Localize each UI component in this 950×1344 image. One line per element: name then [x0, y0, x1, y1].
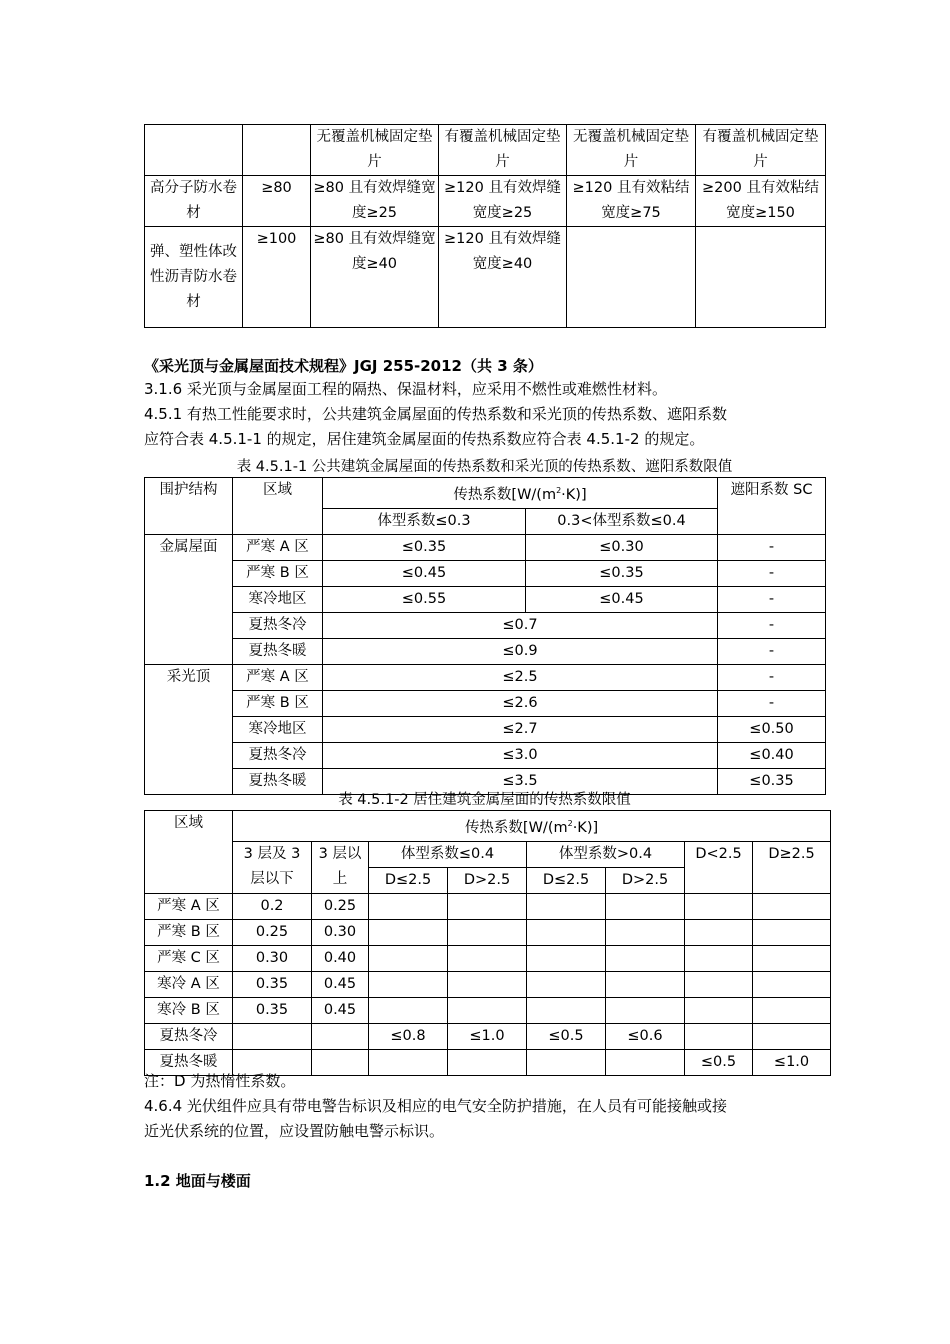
table-cell: ≤0.35 — [526, 560, 718, 586]
table-cell — [448, 945, 527, 971]
table-row — [145, 893, 831, 919]
table-cell — [448, 971, 527, 997]
table-cell — [312, 1049, 369, 1075]
table-cell: 高分子防水卷材 — [145, 176, 243, 227]
header-cell: 区域 — [145, 811, 233, 894]
table-cell: ≥100 — [243, 227, 311, 328]
table-cell — [685, 893, 753, 919]
table-cell — [753, 919, 831, 945]
table-cell — [448, 919, 527, 945]
table-cell: - — [718, 690, 826, 716]
header-cell: 传热系数$[W/(m^2\cdot K)]$ — [323, 478, 718, 509]
table-cell — [369, 971, 448, 997]
table-cell: 寒冷地区 — [233, 586, 323, 612]
table-row — [145, 638, 826, 664]
table-cell: ≤0.8 — [369, 1023, 448, 1049]
table-cell — [527, 893, 606, 919]
header-cell: 遮阳系数 SC — [718, 478, 826, 535]
paragraph-4-6-4: 4.6.4 光伏组件应具有带电警告标识及相应的电气安全防护措施，在人员有可能接触或接 — [144, 1097, 727, 1115]
table-cell — [606, 997, 685, 1023]
header-cell: 3 层及 3 层以下 — [233, 841, 312, 893]
table-cell — [606, 971, 685, 997]
table-row — [145, 1023, 831, 1049]
section-heading: 1.2 地面与楼面 — [144, 1172, 251, 1190]
table-cell: - — [718, 612, 826, 638]
header-cell — [145, 125, 243, 176]
table-cell — [527, 1049, 606, 1075]
table-cell: ≤2.6 — [323, 690, 718, 716]
table-row — [145, 742, 826, 768]
table-header-row — [145, 478, 826, 509]
table-cell — [369, 919, 448, 945]
table-cell: ≤2.5 — [323, 664, 718, 690]
table-cell — [527, 971, 606, 997]
table-cell: 0.45 — [312, 971, 369, 997]
table-cell: 0.25 — [312, 893, 369, 919]
group-cell: 金属屋面 — [145, 534, 233, 664]
header-cell: 体型系数≤0.4 — [369, 841, 527, 867]
table-cell — [696, 227, 826, 328]
table-cell — [369, 893, 448, 919]
table-cell — [369, 1049, 448, 1075]
table-cell: 夏热冬暖 — [145, 1049, 233, 1075]
table-cell: 弹、塑性体改性沥青防水卷材 — [145, 227, 243, 328]
table-cell: 夏热冬冷 — [233, 612, 323, 638]
table-cell: ≤0.55 — [323, 586, 526, 612]
table-cell: 严寒 A 区 — [233, 534, 323, 560]
header-cell: 传热系数$[W/(m^2\cdot K)]$ — [233, 811, 831, 842]
public-building-table — [144, 477, 826, 795]
table-cell: ≥120 且有效焊缝宽度≥25 — [439, 176, 567, 227]
table-cell: ≤0.45 — [323, 560, 526, 586]
table-cell — [369, 997, 448, 1023]
table-cell — [753, 1023, 831, 1049]
table-cell — [448, 893, 527, 919]
table-row — [145, 716, 826, 742]
table-cell: 0.25 — [233, 919, 312, 945]
table-cell: ≤0.35 — [718, 768, 826, 794]
header-cell: D>2.5 — [448, 867, 527, 893]
table-cell — [527, 919, 606, 945]
table-cell: - — [718, 534, 826, 560]
table-cell: ≤1.0 — [448, 1023, 527, 1049]
header-cell — [243, 125, 311, 176]
table-cell: ≤3.5 — [323, 768, 718, 794]
table-cell: ≤1.0 — [753, 1049, 831, 1075]
table-cell: 寒冷地区 — [233, 716, 323, 742]
table-cell: 寒冷 B 区 — [145, 997, 233, 1023]
table-cell — [527, 997, 606, 1023]
table-cell: ≤0.7 — [323, 612, 718, 638]
table-header-row — [145, 125, 826, 176]
header-cell: 有覆盖机械固定垫片 — [696, 125, 826, 176]
table-cell: 严寒 A 区 — [233, 664, 323, 690]
table-cell — [448, 1049, 527, 1075]
table-cell — [606, 893, 685, 919]
table-cell: 夏热冬冷 — [145, 1023, 233, 1049]
table-row — [145, 690, 826, 716]
table-cell: 夏热冬暖 — [233, 768, 323, 794]
table-cell: ≤2.7 — [323, 716, 718, 742]
table-cell: ≤0.6 — [606, 1023, 685, 1049]
table-cell: ≤0.50 — [718, 716, 826, 742]
header-cell: 3 层以上 — [312, 841, 369, 893]
table-cell: ≥80 — [243, 176, 311, 227]
table-cell: 严寒 B 区 — [233, 690, 323, 716]
table-row — [145, 997, 831, 1023]
table-row — [145, 945, 831, 971]
table-cell: ≤0.5 — [685, 1049, 753, 1075]
table-cell — [233, 1023, 312, 1049]
table-cell — [606, 1049, 685, 1075]
table-cell: ≤0.5 — [527, 1023, 606, 1049]
table-cell: - — [718, 664, 826, 690]
table-caption: 表 4.5.1-1 公共建筑金属屋面的传热系数和采光顶的传热系数、遮阳系数限值 — [236, 459, 733, 475]
table-cell: ≥120 且有效粘结宽度≥75 — [567, 176, 696, 227]
paragraph-3-1-6: 3.1.6 采光顶与金属屋面工程的隔热、保温材料，应采用不燃性或难燃性材料。 — [144, 380, 667, 398]
table-row — [145, 227, 826, 328]
table-cell — [753, 945, 831, 971]
table-cell: 严寒 B 区 — [233, 560, 323, 586]
table-row — [145, 919, 831, 945]
table-cell — [685, 997, 753, 1023]
header-cell: D≤2.5 — [369, 867, 448, 893]
table-cell: 0.40 — [312, 945, 369, 971]
table-row — [145, 612, 826, 638]
table-cell — [448, 997, 527, 1023]
table-cell — [567, 227, 696, 328]
table-cell: - — [718, 586, 826, 612]
header-cell: 体型系数≤0.3 — [323, 508, 526, 534]
table-cell: ≤0.30 — [526, 534, 718, 560]
table-cell: 0.30 — [233, 945, 312, 971]
table-row — [145, 586, 826, 612]
table-cell — [685, 919, 753, 945]
table-row — [145, 534, 826, 560]
header-cell: 围护结构 — [145, 478, 233, 535]
table-cell: ≤0.45 — [526, 586, 718, 612]
header-cell: D≥2.5 — [753, 841, 831, 893]
table-cell: 夏热冬暖 — [233, 638, 323, 664]
table-row — [145, 176, 826, 227]
table-cell — [606, 919, 685, 945]
table-row — [145, 971, 831, 997]
table-cell: - — [718, 638, 826, 664]
table-cell — [312, 1023, 369, 1049]
table-cell: ≤0.35 — [323, 534, 526, 560]
header-cell: 有覆盖机械固定垫片 — [439, 125, 567, 176]
residential-building-table — [144, 810, 831, 1076]
table-cell — [606, 945, 685, 971]
table-cell: 严寒 B 区 — [145, 919, 233, 945]
table-cell: ≥120 且有效焊缝宽度≥40 — [439, 227, 567, 328]
table-cell: 0.35 — [233, 971, 312, 997]
paragraph-4-5-1-cont: 应符合表 4.5.1-1 的规定，居住建筑金属屋面的传热系数应符合表 4.5.1-2 的规定。 — [144, 430, 705, 448]
table-note: 注：D 为热惰性系数。 — [144, 1072, 296, 1090]
table-cell: - — [718, 560, 826, 586]
table-cell: 夏热冬冷 — [233, 742, 323, 768]
header-cell: 0.3<体型系数≤0.4 — [526, 508, 718, 534]
header-cell: D<2.5 — [685, 841, 753, 893]
group-cell: 采光顶 — [145, 664, 233, 794]
table-cell: ≤3.0 — [323, 742, 718, 768]
header-cell: D≤2.5 — [527, 867, 606, 893]
table-cell: 0.45 — [312, 997, 369, 1023]
table-cell — [753, 971, 831, 997]
table-cell — [527, 945, 606, 971]
table-cell: 0.2 — [233, 893, 312, 919]
table-caption: 表 4.5.1-2 居住建筑金属屋面的传热系数限值 — [338, 792, 631, 808]
table-cell: 0.35 — [233, 997, 312, 1023]
table-cell: ≥200 且有效粘结宽度≥150 — [696, 176, 826, 227]
table-cell — [753, 997, 831, 1023]
table-cell: ≤0.40 — [718, 742, 826, 768]
table-row — [145, 664, 826, 690]
membrane-table — [144, 124, 826, 328]
table-cell: 寒冷 A 区 — [145, 971, 233, 997]
paragraph-4-6-4-cont: 近光伏系统的位置，应设置防触电警示标识。 — [144, 1122, 445, 1140]
table-cell — [685, 1023, 753, 1049]
table-cell — [685, 971, 753, 997]
table-cell — [685, 945, 753, 971]
table-cell: 严寒 C 区 — [145, 945, 233, 971]
header-cell: 无覆盖机械固定垫片 — [311, 125, 439, 176]
table-row — [145, 560, 826, 586]
table-cell: 严寒 A 区 — [145, 893, 233, 919]
table-cell — [369, 945, 448, 971]
header-cell: 体型系数>0.4 — [527, 841, 685, 867]
table-header-row — [145, 811, 831, 842]
paragraph-4-5-1: 4.5.1 有热工性能要求时，公共建筑金属屋面的传热系数和采光顶的传热系数、遮阳系数 — [144, 405, 727, 423]
header-cell: D>2.5 — [606, 867, 685, 893]
section-heading: 《采光顶与金属屋面技术规程》JGJ 255-2012（共 3 条） — [144, 357, 543, 375]
table-cell: 0.30 — [312, 919, 369, 945]
table-cell: ≤0.9 — [323, 638, 718, 664]
table-cell: ≥80 且有效焊缝宽度≥25 — [311, 176, 439, 227]
header-cell: 无覆盖机械固定垫片 — [567, 125, 696, 176]
table-cell — [753, 893, 831, 919]
table-cell: ≥80 且有效焊缝宽度≥40 — [311, 227, 439, 328]
table-header-row — [145, 841, 831, 867]
header-cell: 区域 — [233, 478, 323, 535]
